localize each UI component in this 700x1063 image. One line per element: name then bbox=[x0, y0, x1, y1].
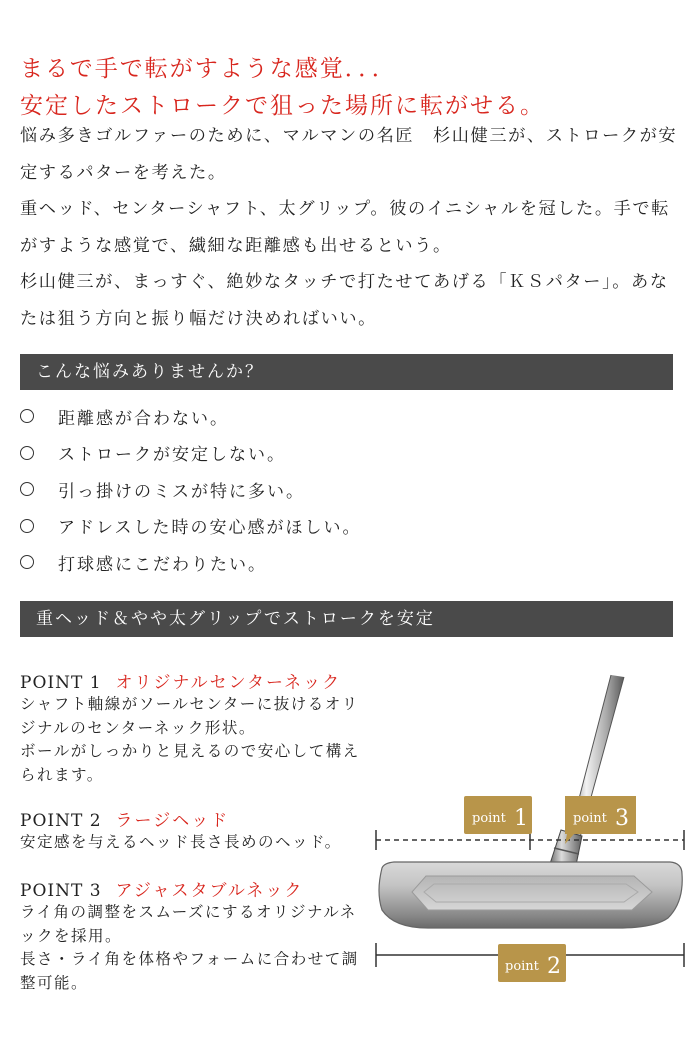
point-1 bbox=[20, 668, 365, 787]
svg-text:3: 3 bbox=[615, 806, 629, 831]
putter-diagram bbox=[368, 670, 690, 990]
list-item: ストロークが安定しない。 bbox=[20, 435, 362, 472]
circle-icon bbox=[20, 519, 34, 533]
point-2-number: POINT 2 bbox=[20, 811, 102, 831]
point-1-number: POINT 1 bbox=[20, 673, 102, 693]
circle-icon bbox=[20, 555, 34, 569]
point-1-body-2: ボールがしっかりと見えるので安心して構えられます。 bbox=[20, 742, 360, 784]
point-1-badge bbox=[464, 796, 532, 834]
svg-text:point: point bbox=[472, 811, 506, 826]
list-item: 打球感にこだわりたい。 bbox=[20, 544, 362, 581]
point-3 bbox=[20, 876, 365, 995]
point-2-body-1: 安定感を与えるヘッド長さ長めのヘッド。 bbox=[20, 833, 342, 851]
list-item: アドレスした時の安心感がほしい。 bbox=[20, 508, 362, 545]
point-2 bbox=[20, 806, 365, 855]
worries-list bbox=[20, 398, 362, 581]
circle-icon bbox=[20, 446, 34, 460]
headline-line-2: 安定したストロークで狙った場所に転がせる。 bbox=[20, 93, 545, 119]
intro-paragraph-1: 悩み多きゴルファーのために、マルマンの名匠 杉山健三が、ストロークが安定するパターを考えた。 bbox=[20, 126, 678, 183]
intro-paragraph-3: 杉山健三が、まっすぐ、絶妙なタッチで打たせてあげる「ＫＳパター」。あなたは狙う方向と振り幅だけ決めればいい。 bbox=[20, 272, 669, 329]
list-item: 引っ掛けのミスが特に多い。 bbox=[20, 471, 362, 508]
point-2-title: ラージヘッド bbox=[115, 811, 230, 831]
point-3-number: POINT 3 bbox=[20, 881, 102, 901]
intro-text bbox=[20, 118, 680, 337]
svg-text:1: 1 bbox=[514, 806, 528, 831]
intro-paragraph-2: 重ヘッド、センターシャフト、太グリップ。彼のイニシャルを冠した。手で転がすような感覚で、繊細な距離感も出せるという。 bbox=[20, 199, 670, 256]
list-item: 距離感が合わない。 bbox=[20, 398, 362, 435]
circle-icon bbox=[20, 409, 34, 423]
point-3-body-1: ライ角の調整をスムーズにするオリジナルネックを採用。 bbox=[20, 903, 357, 945]
circle-icon bbox=[20, 482, 34, 496]
svg-text:point: point bbox=[505, 959, 539, 974]
point-2-badge bbox=[498, 944, 566, 982]
headline-line-1: まるで手で転がすような感覚．．． bbox=[20, 56, 397, 82]
point-3-title: アジャスタブルネック bbox=[115, 881, 304, 901]
svg-text:point: point bbox=[573, 811, 607, 826]
point-1-body-1: シャフト軸線がソールセンターに抜けるオリジナルのセンターネック形状。 bbox=[20, 695, 359, 737]
putter-head-graphic bbox=[379, 862, 682, 928]
section-bar-worries: こんな悩みありませんか？ bbox=[20, 354, 673, 390]
point-1-title: オリジナルセンターネック bbox=[115, 673, 342, 693]
svg-text:2: 2 bbox=[547, 954, 561, 979]
point-3-body-2: 長さ・ライ角を体格やフォームに合わせて調整可能。 bbox=[20, 950, 359, 992]
section-bar-stability: 重ヘッド＆やや太グリップでストロークを安定 bbox=[20, 601, 673, 637]
